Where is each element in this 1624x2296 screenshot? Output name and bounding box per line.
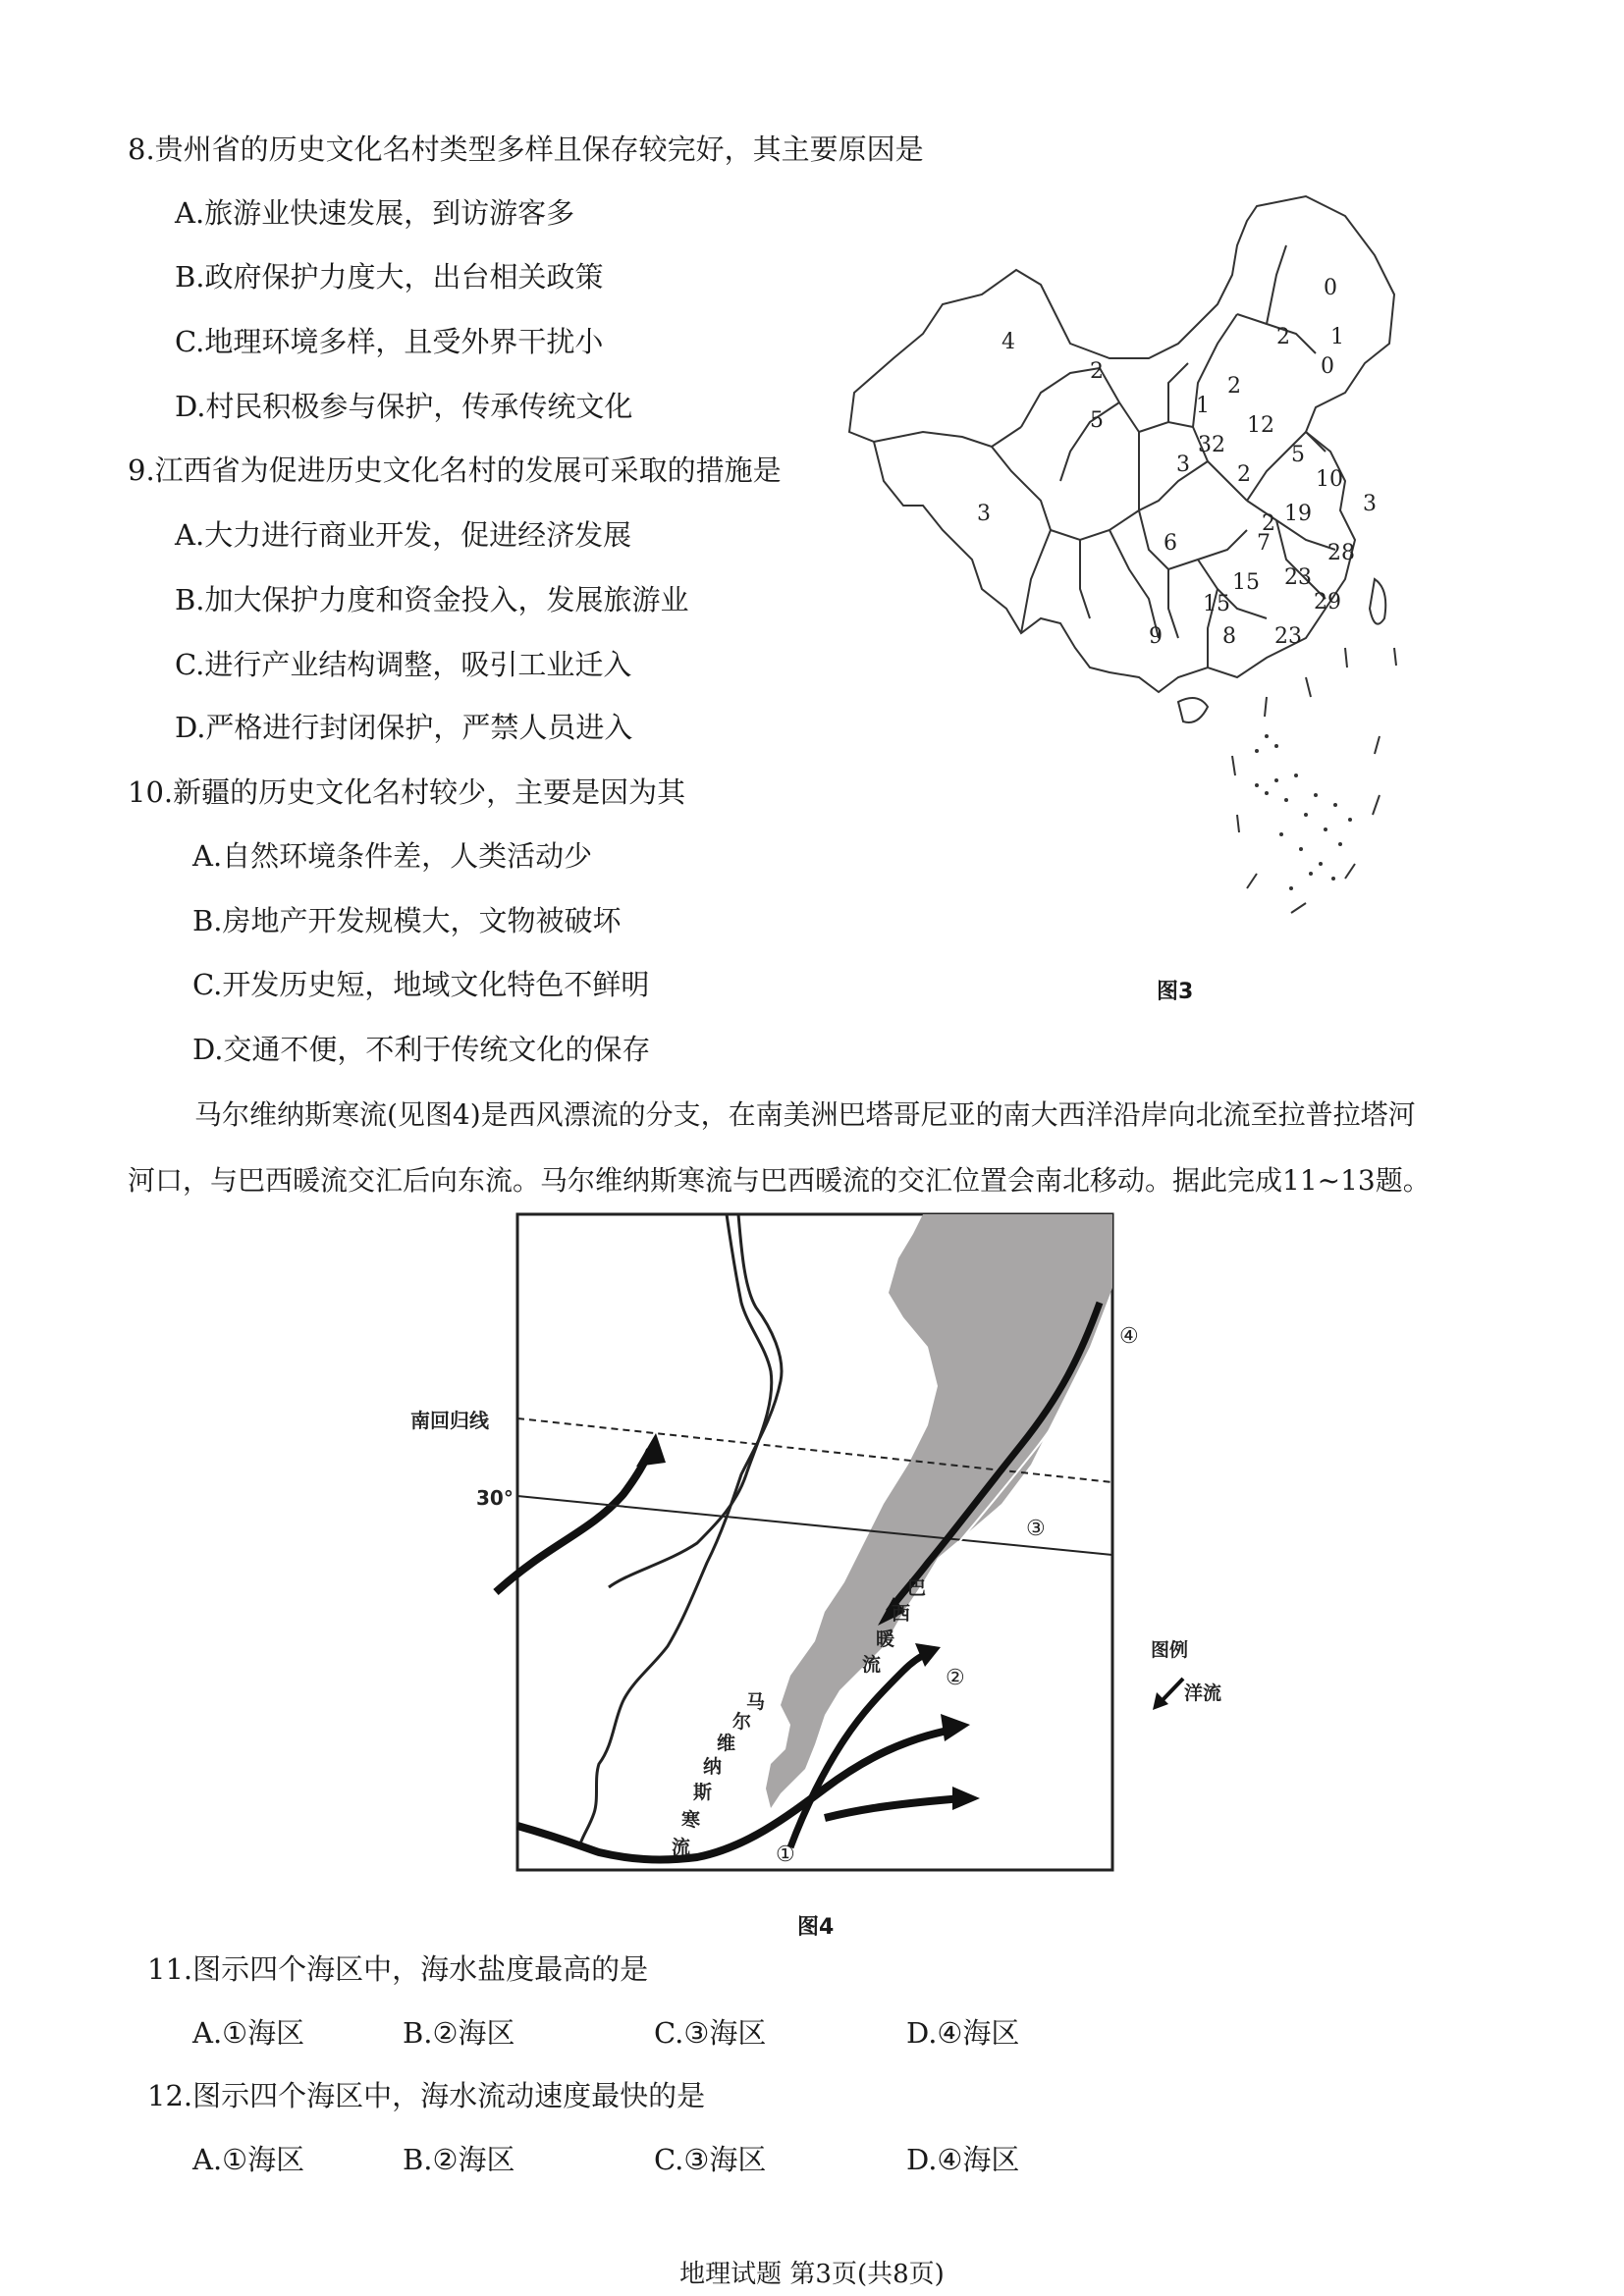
count-heilongjiang: 0	[1324, 276, 1337, 300]
figure4-caption: 图4	[797, 1915, 835, 1940]
count-ningxia: 1	[1196, 394, 1210, 418]
q12-option-c: C.③海区	[654, 2143, 767, 2176]
malvinas-current-char: 尔	[732, 1711, 752, 1733]
count-inner-mongolia: 2	[1276, 325, 1290, 349]
q9-option-b: B.加大保护力度和资金投入，发展旅游业	[175, 583, 689, 616]
brazil-current-char: 西	[892, 1603, 911, 1625]
count-anhui: 2	[1237, 462, 1251, 487]
q11-option-d: D.④海区	[906, 2016, 1020, 2050]
count-guizhou: 15	[1203, 592, 1230, 616]
count-henan: 32	[1198, 433, 1225, 457]
count-xinjiang: 4	[1001, 330, 1015, 354]
q10-option-b: B.房地产开发规模大，文物被破坏	[192, 904, 622, 937]
legend-title: 图例	[1151, 1639, 1189, 1661]
passage-line-1: 马尔维纳斯寒流(见图4)是西风漂流的分支，在南美洲巴塔哥尼亚的南大西洋沿岸向北流至拉普拉塔河	[194, 1098, 1416, 1131]
figure4-currents-map	[403, 1209, 1247, 1877]
count-hunan: 15	[1232, 570, 1260, 595]
count-jiangxi-north: 19	[1284, 502, 1312, 526]
count-guangxi: 8	[1222, 624, 1236, 649]
count-fujian: 29	[1314, 590, 1341, 614]
q11-option-c: C.③海区	[654, 2016, 767, 2050]
tropic-label: 南回归线	[410, 1409, 489, 1432]
count-qinghai: 5	[1090, 408, 1104, 433]
malvinas-current-char: 寒	[681, 1809, 701, 1831]
q8-option-a: A.旅游业快速发展，到访游客多	[175, 196, 575, 230]
count-chongqing: 7	[1257, 531, 1271, 556]
q12-option-a: A.①海区	[192, 2143, 305, 2176]
count-hubei: 2	[1262, 511, 1275, 536]
q11-option-a: A.①海区	[192, 2016, 305, 2050]
count-hebei: 2	[1227, 374, 1241, 399]
figure3-china-map	[844, 187, 1512, 942]
passage-line-2: 河口，与巴西暖流交汇后向东流。马尔维纳斯寒流与巴西暖流的交汇位置会南北移动。据此完成11~13题。	[128, 1164, 1431, 1197]
q11-stem: 11.图示四个海区中，海水盐度最高的是	[147, 1952, 649, 1986]
marker-4: ④	[1119, 1324, 1139, 1349]
brazil-current-char: 流	[862, 1654, 882, 1676]
count-shaanxi: 3	[1176, 453, 1190, 477]
legend-label: 洋流	[1184, 1682, 1222, 1704]
malvinas-current-char: 马	[746, 1691, 766, 1713]
count-yunnan: 9	[1149, 624, 1163, 649]
malvinas-current-char: 流	[672, 1837, 691, 1858]
q8-option-b: B.政府保护力度大，出台相关政策	[175, 260, 604, 294]
malvinas-current-char: 纳	[703, 1756, 723, 1778]
q9-option-c: C.进行产业结构调整，吸引工业迁入	[175, 648, 632, 681]
q9-option-a: A.大力进行商业开发，促进经济发展	[175, 518, 632, 552]
brazil-current-char: 巴	[907, 1577, 927, 1599]
count-jilin: 1	[1330, 325, 1344, 349]
q12-option-b: B.②海区	[403, 2143, 515, 2176]
legend-arrow-icon	[1161, 1679, 1183, 1702]
marker-3: ③	[1026, 1517, 1046, 1541]
count-guangdong: 23	[1274, 624, 1302, 649]
q9-stem: 9.江西省为促进历史文化名村的发展可采取的措施是	[128, 454, 782, 487]
q12-option-d: D.④海区	[906, 2143, 1020, 2176]
q10-option-a: A.自然环境条件差，人类活动少	[192, 839, 593, 873]
q8-option-d: D.村民积极参与保护，传承传统文化	[175, 390, 633, 423]
q8-option-c: C.地理环境多样，且受外界干扰小	[175, 325, 604, 358]
q8-stem: 8.贵州省的历史文化名村类型多样且保存较完好，其主要原因是	[128, 133, 924, 166]
q9-option-d: D.严格进行封闭保护，严禁人员进入	[175, 711, 633, 744]
marker-2: ②	[946, 1666, 965, 1690]
q10-option-c: C.开发历史短，地域文化特色不鲜明	[192, 968, 650, 1001]
count-zhejiang-north: 10	[1316, 467, 1343, 492]
passage	[128, 1082, 1502, 1213]
count-tibet: 3	[977, 502, 991, 526]
count-shanxi: 12	[1247, 413, 1274, 438]
china-outline	[849, 196, 1394, 692]
page-footer: 地理试题 第3页(共8页)	[679, 2260, 945, 2289]
count-shandong: 5	[1291, 443, 1305, 467]
malvinas-current-char: 维	[717, 1733, 736, 1754]
malvinas-current-char: 斯	[693, 1782, 713, 1803]
q10-stem: 10.新疆的历史文化名村较少，主要是因为其	[128, 775, 686, 809]
count-zhejiang: 28	[1327, 541, 1355, 565]
count-liaoning: 0	[1321, 354, 1334, 379]
q10-option-d: D.交通不便，不利于传统文化的保存	[192, 1033, 651, 1066]
count-sichuan: 6	[1164, 531, 1177, 556]
count-gansu: 2	[1090, 359, 1104, 384]
lat-30-line	[517, 1496, 1112, 1555]
count-jiangxi: 23	[1284, 565, 1312, 590]
count-shanghai: 3	[1363, 492, 1377, 516]
q12-stem: 12.图示四个海区中，海水流动速度最快的是	[147, 2079, 706, 2112]
marker-1: ①	[776, 1842, 795, 1867]
figure3-caption: 图3	[1157, 980, 1194, 1004]
q11-option-b: B.②海区	[403, 2016, 515, 2050]
brazil-current-char: 暖	[876, 1629, 895, 1650]
south-america-land	[736, 1214, 1112, 1808]
lat30-label: 30°	[476, 1486, 514, 1510]
